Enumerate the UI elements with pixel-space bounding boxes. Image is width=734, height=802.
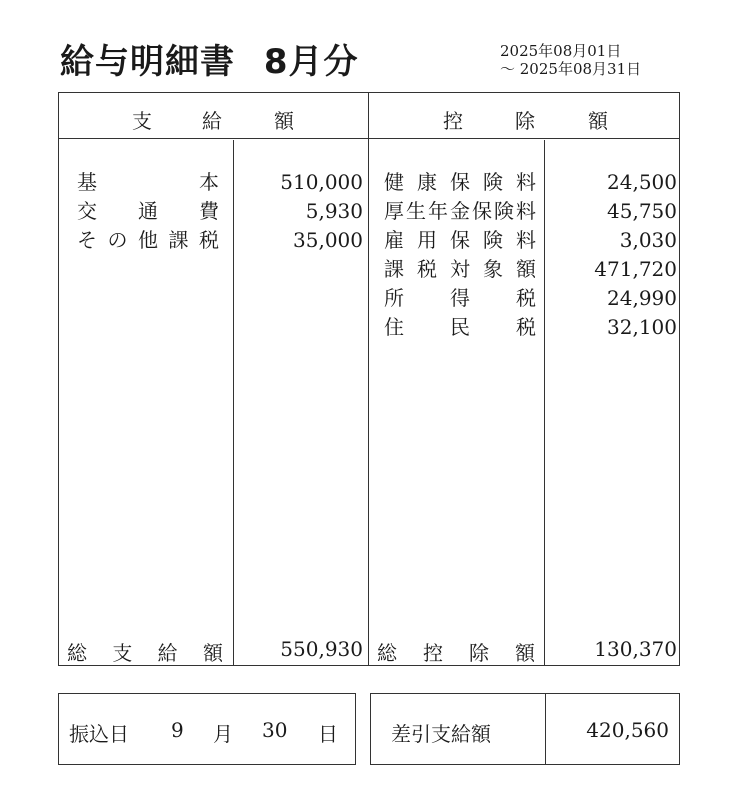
label-char: 税 (516, 315, 536, 339)
deduction-label (384, 226, 536, 255)
label-char: 除 (469, 641, 489, 665)
total-deduction-label (377, 637, 535, 666)
label-char: 象 (483, 257, 503, 281)
payment-header-2: 給 (202, 109, 222, 133)
payment-label (77, 197, 219, 226)
deduction-amount: 45,750 (607, 199, 677, 223)
title-month: 8月分 (263, 42, 359, 82)
label-char: の (107, 228, 128, 252)
label-char: 得 (450, 286, 470, 310)
net-pay-divider (545, 694, 546, 764)
deduction-header-3: 額 (588, 109, 608, 133)
transfer-day-unit: 日 (318, 722, 338, 746)
deduction-amounts (551, 168, 677, 342)
label-char: 生 (406, 199, 426, 223)
document-title (60, 34, 359, 83)
label-char: 費 (199, 199, 219, 223)
label-char: 額 (516, 257, 536, 281)
title-text: 給与明細書 (60, 42, 235, 82)
label-char: 険 (483, 228, 503, 252)
label-char: 課 (384, 257, 404, 281)
label-char: 康 (417, 170, 437, 194)
transfer-day: 30 (262, 718, 288, 742)
label-char: 交 (77, 199, 97, 223)
label-char: 給 (157, 641, 178, 665)
net-pay-label: 差引支給額 (391, 722, 491, 746)
payment-column-divider (233, 140, 234, 665)
label-char: 健 (384, 170, 404, 194)
label-char: 民 (450, 315, 470, 339)
label-char: 通 (138, 199, 158, 223)
deduction-amount: 32,100 (607, 315, 677, 339)
label-char: 保 (450, 170, 470, 194)
label-char: 年 (428, 199, 448, 223)
deduction-amount: 24,990 (607, 286, 677, 310)
deduction-amount: 471,720 (594, 257, 677, 281)
deduction-label (384, 168, 536, 197)
transfer-date-box (58, 693, 356, 765)
payment-header-1: 支 (132, 109, 152, 133)
transfer-month: 9 (171, 718, 184, 742)
transfer-label: 振込日 (69, 722, 129, 746)
payment-header-3: 額 (274, 109, 294, 133)
label-char: 額 (202, 641, 223, 665)
payment-amount: 35,000 (293, 228, 363, 252)
net-pay-amount: 420,560 (586, 718, 669, 742)
pay-period (500, 42, 641, 78)
payment-amount: 5,930 (305, 199, 363, 223)
label-char: 雇 (384, 228, 404, 252)
deduction-label (384, 197, 536, 226)
label-char: 控 (423, 641, 443, 665)
label-char: 厚 (384, 199, 404, 223)
label-char: 所 (384, 286, 404, 310)
period-start: 2025年08月01日 (500, 42, 622, 60)
net-pay-box (370, 693, 680, 765)
label-char: 額 (515, 641, 535, 665)
transfer-month-unit: 月 (213, 722, 233, 746)
label-char: 料 (516, 199, 536, 223)
label-char: 険 (494, 199, 514, 223)
payment-amount: 510,000 (280, 170, 363, 194)
deduction-labels (384, 168, 536, 342)
label-char: 税 (417, 257, 437, 281)
label-char: 税 (516, 286, 536, 310)
payment-labels (77, 168, 219, 255)
header-divider (59, 138, 679, 139)
label-char: 総 (67, 641, 87, 665)
deduction-amount: 24,500 (607, 170, 677, 194)
deduction-amount: 3,030 (619, 228, 677, 252)
payment-amounts (239, 168, 363, 255)
label-char: 他 (138, 228, 158, 252)
label-char: 保 (472, 199, 492, 223)
label-char: 総 (377, 641, 397, 665)
total-deduction-amount: 130,370 (594, 637, 677, 661)
label-char: 本 (199, 170, 219, 194)
label-char: 住 (384, 315, 404, 339)
label-char: 料 (516, 228, 536, 252)
label-char: 用 (417, 228, 437, 252)
label-char: 金 (450, 199, 470, 223)
period-end: ～ 2025年08月31日 (500, 60, 642, 78)
label-char: 料 (516, 170, 536, 194)
deduction-header-2: 除 (515, 109, 535, 133)
label-char: 基 (77, 170, 97, 194)
deduction-label (384, 284, 536, 313)
center-divider (368, 93, 369, 665)
label-char: 対 (450, 257, 470, 281)
label-char: 保 (450, 228, 470, 252)
payment-label (77, 226, 219, 255)
label-char: そ (77, 228, 97, 252)
deduction-header-1: 控 (443, 109, 463, 133)
total-payment-amount: 550,930 (280, 637, 363, 661)
label-char: 険 (483, 170, 503, 194)
payment-label (77, 168, 219, 197)
label-char: 課 (168, 228, 189, 252)
label-char: 支 (112, 641, 133, 665)
deduction-column-divider (544, 140, 545, 665)
total-payment-label (67, 637, 223, 666)
deduction-label (384, 255, 536, 284)
deduction-label (384, 313, 536, 342)
label-char: 税 (199, 228, 219, 252)
statement-table (58, 92, 680, 666)
